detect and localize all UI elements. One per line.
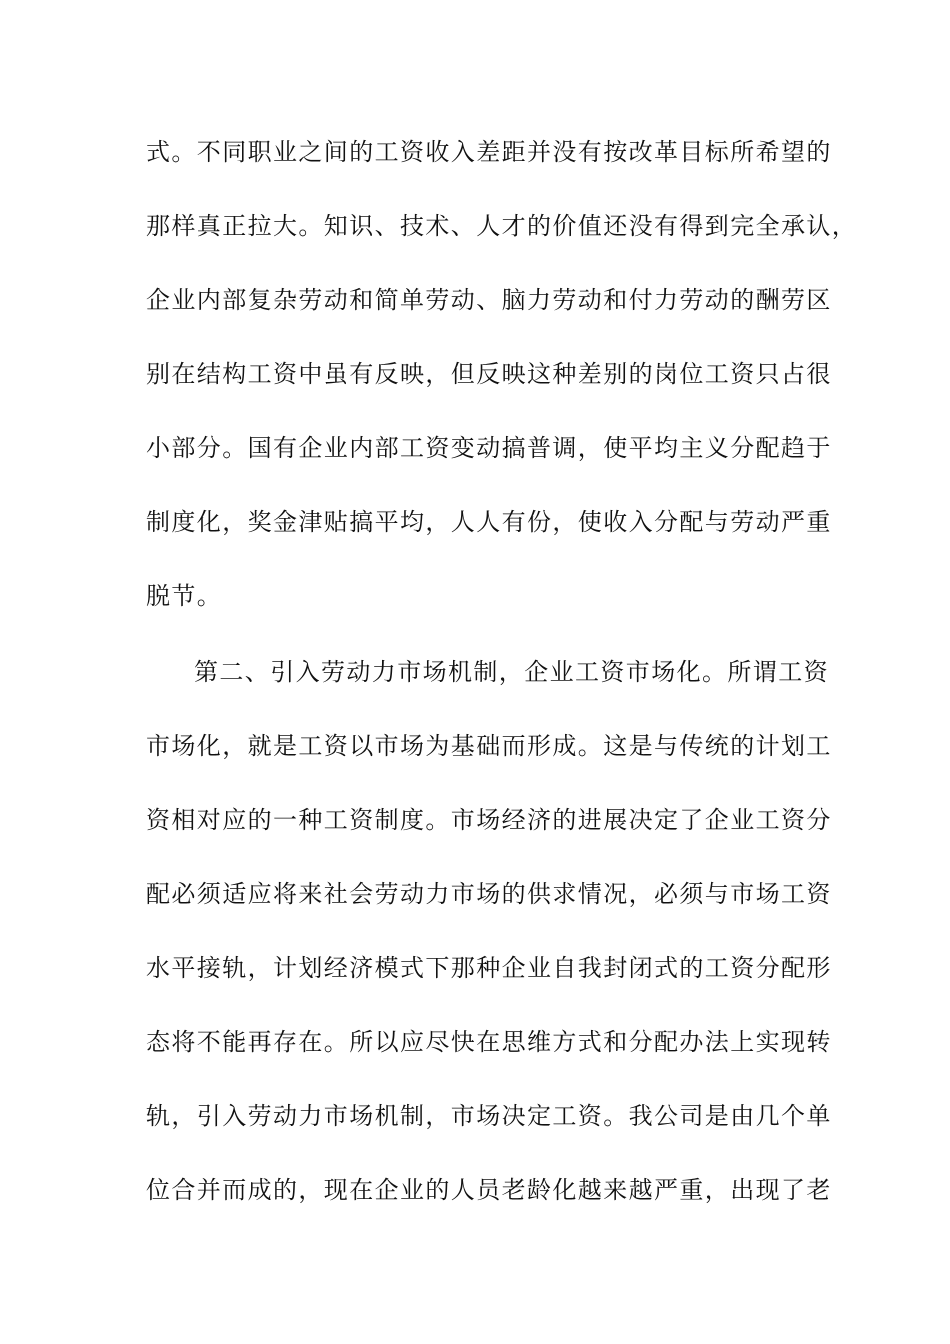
text-line: 别在结构工资中虽有反映，但反映这种差别的岗位工资只占很 — [146, 360, 832, 388]
text-line: 市场化，就是工资以市场为基础而形成。这是与传统的计划工 — [146, 732, 832, 760]
text-line: 脱节。 — [146, 582, 223, 610]
text-line: 位合并而成的，现在企业的人员老龄化越来越严重，出现了老 — [146, 1176, 832, 1204]
text-line: 态将不能再存在。所以应尽快在思维方式和分配办法上实现转 — [146, 1028, 832, 1056]
paragraph-first-line: 第二、引入劳动力市场机制，企业工资市场化。所谓工资 — [194, 658, 829, 686]
text-line: 企业内部复杂劳动和简单劳动、脑力劳动和付力劳动的酬劳区 — [146, 286, 832, 314]
text-line: 轨，引入劳动力市场机制，市场决定工资。我公司是由几个单 — [146, 1102, 832, 1130]
text-line: 资相对应的一种工资制度。市场经济的进展决定了企业工资分 — [146, 806, 832, 834]
text-line: 式。不同职业之间的工资收入差距并没有按改革目标所希望的 — [146, 138, 832, 166]
text-line: 制度化，奖金津贴搞平均，人人有份，使收入分配与劳动严重 — [146, 508, 832, 536]
text-line: 配必须适应将来社会劳动力市场的供求情况，必须与市场工资 — [146, 880, 832, 908]
text-line: 小部分。国有企业内部工资变动搞普调，使平均主义分配趋于 — [146, 434, 832, 462]
text-line: 水平接轨，计划经济模式下那种企业自我封闭式的工资分配形 — [146, 954, 832, 982]
text-line: 那样真正拉大。知识、技术、人才的价值还没有得到完全承认， — [146, 212, 858, 240]
